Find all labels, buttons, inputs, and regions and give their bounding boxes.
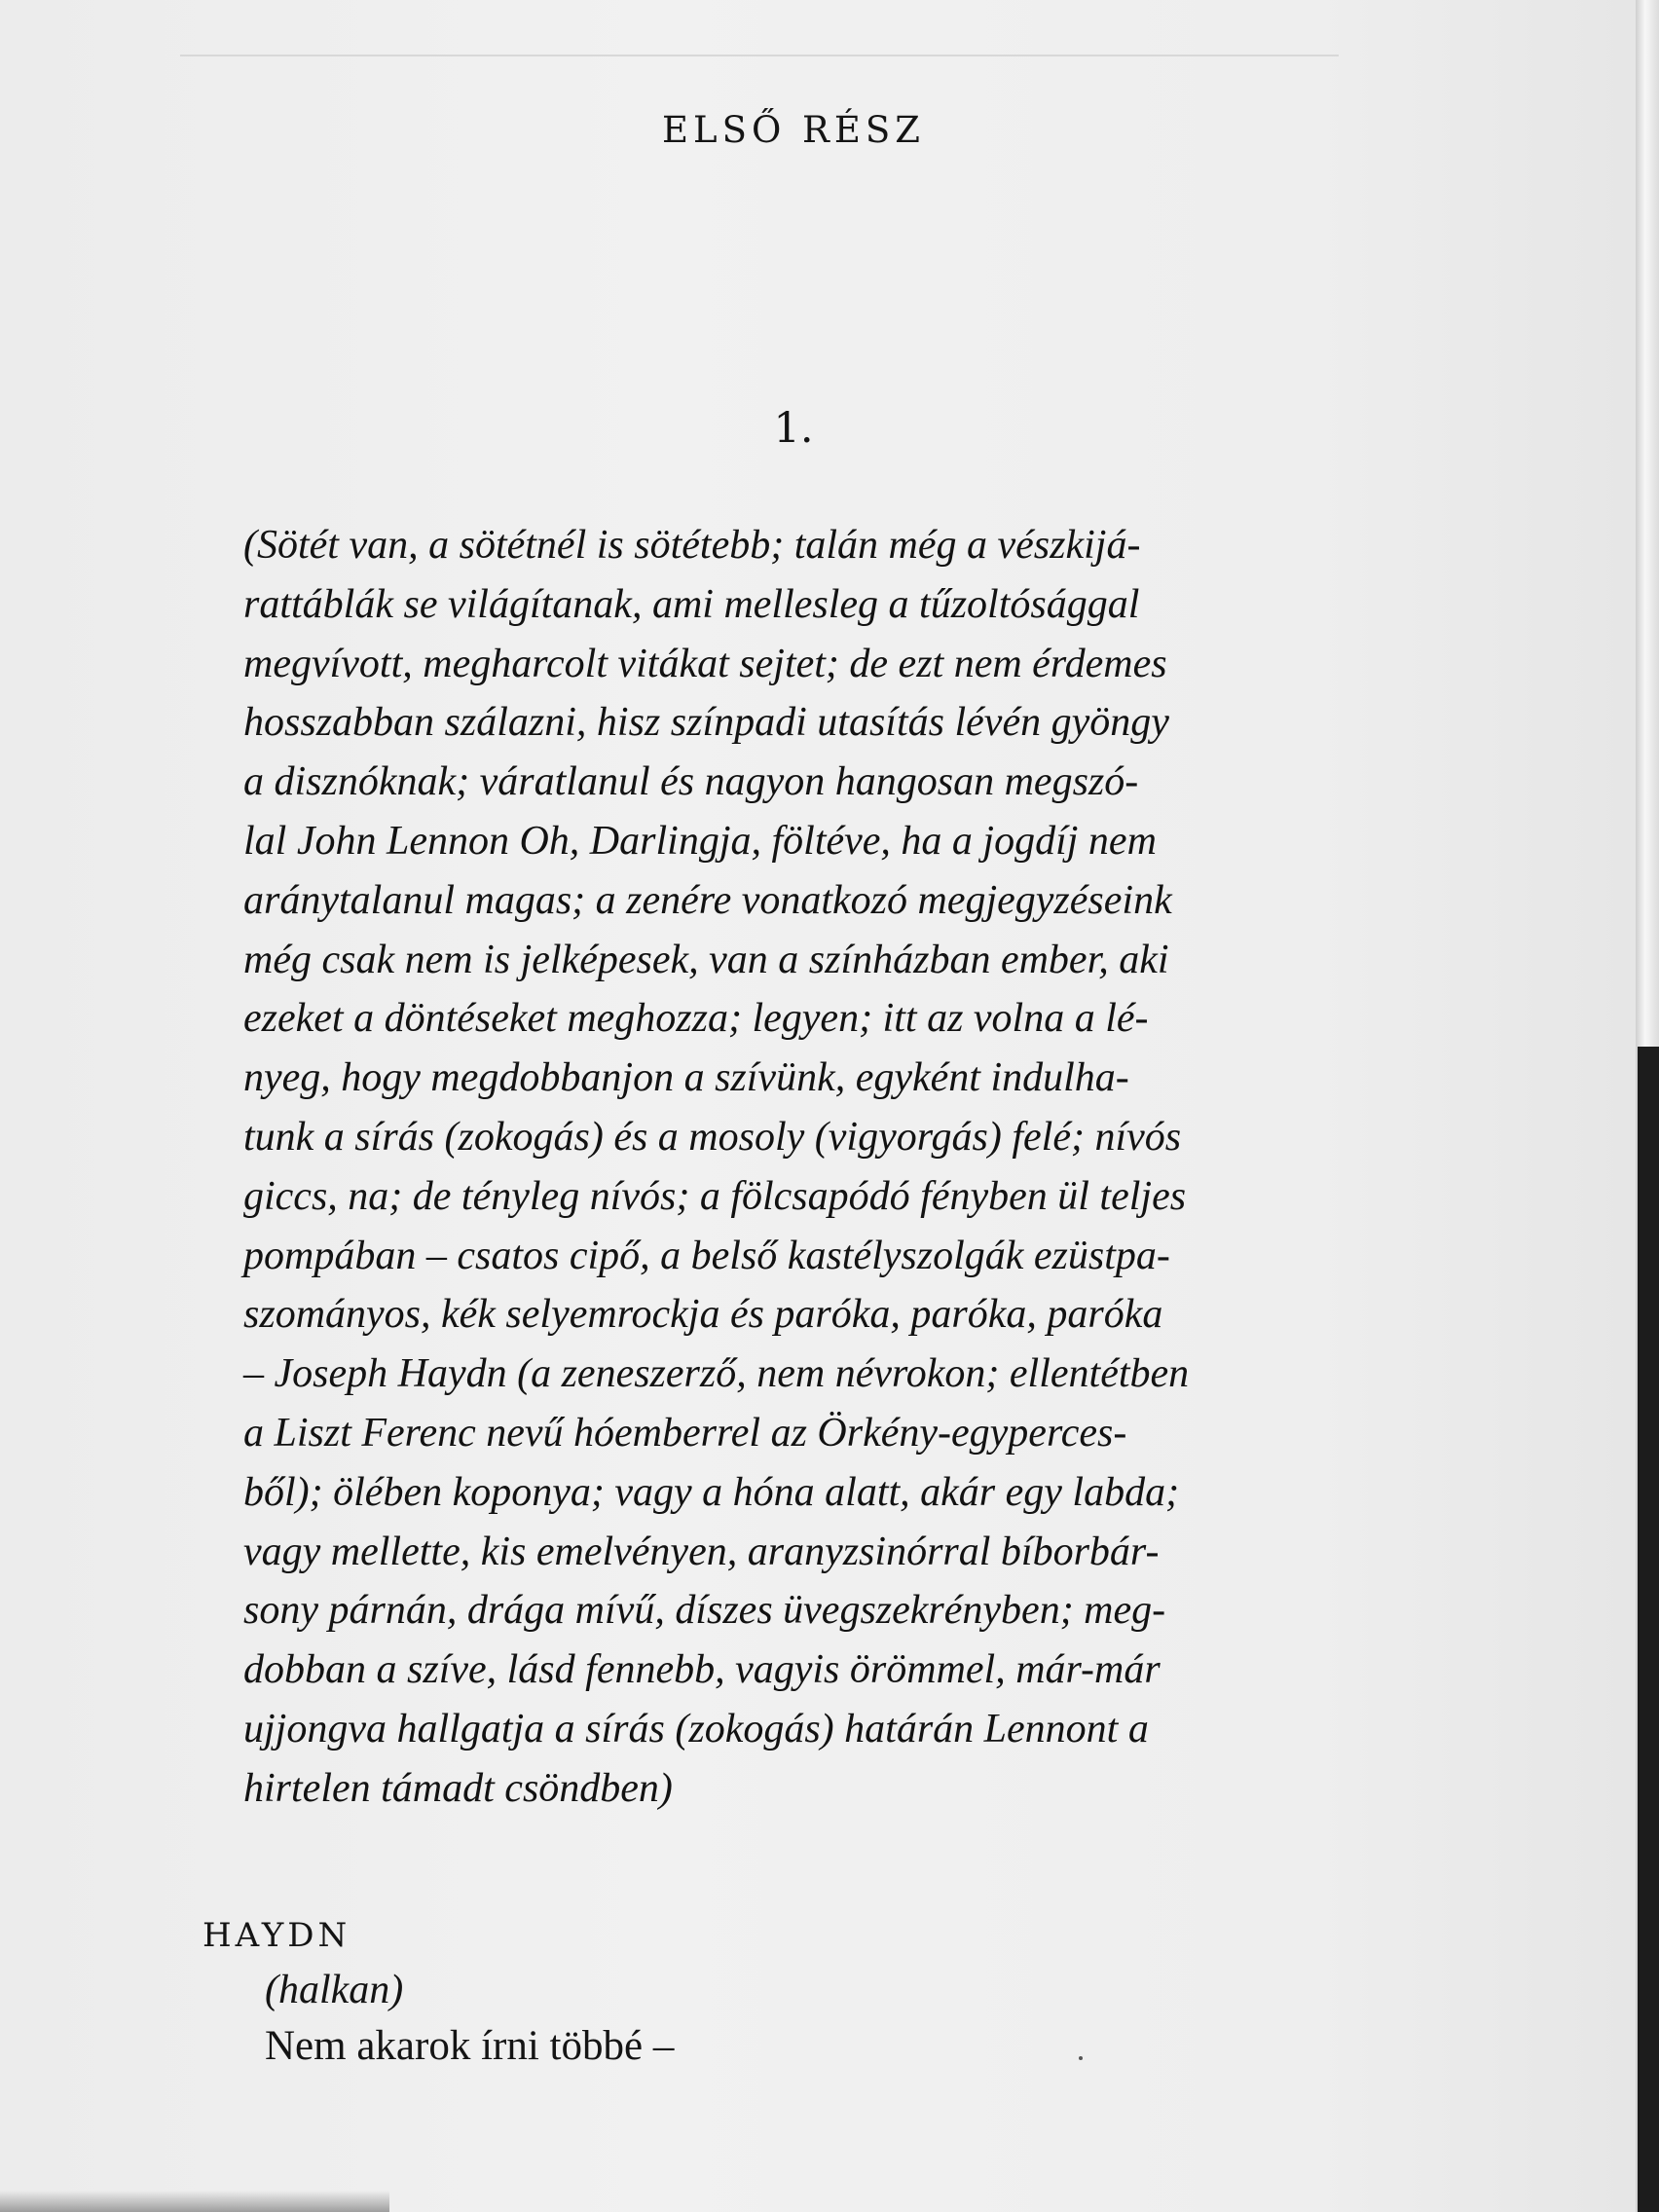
stage-direction [243,516,1353,1819]
stage-line: hirtelen támadt csöndben) [243,1765,673,1811]
stage-line: a Liszt Ferenc nevű hóemberrel az Örkény-egyperces- [243,1410,1127,1456]
stage-line: még csak nem is jelképesek, van a színházban ember, aki [243,937,1169,982]
stage-line: megvívott, megharcolt vitákat sejtet; de ezt nem érdemes [243,641,1167,686]
book-cover-edge [1638,1047,1659,2212]
stage-line: dobban a szíve, lásd fennebb, vagyis örömmel, már-már [243,1647,1161,1693]
stage-line: rattáblák se világítanak, ami mellesleg a tűzoltósággal [243,581,1140,627]
speaker-direction: (halkan) [265,1968,404,2012]
paper-speck [1079,2056,1083,2060]
stage-line: a disznóknak; váratlanul és nagyon hangosan megszó- [243,759,1139,805]
stage-line: nyeg, hogy megdobbanjon a szívünk, egyként indulha- [243,1055,1129,1101]
stage-line: sony párnán, drága mívű, díszes üvegszekrényben; meg- [243,1588,1166,1634]
stage-line: ujjongva hallgatja a sírás (zokogás) határán Lennont a [243,1706,1149,1751]
stage-line: ből); ölében koponya; vagy a hóna alatt, akár egy labda; [243,1469,1180,1515]
stage-line: giccs, na; de tényleg nívós; a fölcsapódó fényben ül teljes [243,1173,1187,1219]
stage-line: pompában – csatos cipő, a belső kastélyszolgák ezüstpa- [243,1233,1170,1278]
stage-line: lal John Lennon Oh, Darlingja, föltéve, ha a jogdíj nem [243,818,1157,864]
stage-line: hosszabban szálazni, hisz színpadi utasítás lévén gyöngy [243,700,1169,746]
stage-line: vagy mellette, kis emelvényen, aranyzsinórral bíborbár- [243,1529,1160,1574]
stage-line: aránytalanul magas; a zenére vonatkozó megjegyzéseink [243,877,1172,923]
stage-line: (Sötét van, a sötétnél is sötétebb; talán még a vészkijá- [243,523,1141,568]
bottom-edge-shadow [0,2191,389,2212]
part-title: ELSŐ RÉSZ [662,109,925,151]
dialogue-line: Nem akarok írni többé – [265,2023,675,2069]
show-through-running-header [180,0,1339,56]
stage-line: ezeket a döntéseket meghozza; legyen; itt az volna a lé- [243,996,1149,1042]
stage-line: tunk a sírás (zokogás) és a mosoly (vigyorgás) felé; nívós [243,1114,1182,1160]
speaker-name: HAYDN [203,1916,351,1955]
chapter-number: 1. [773,404,814,453]
stage-line: szományos, kék selyemrockja és paróka, paróka, paróka [243,1292,1163,1338]
stage-line: – Joseph Haydn (a zeneszerző, nem névrokon; ellentétben [243,1351,1190,1397]
